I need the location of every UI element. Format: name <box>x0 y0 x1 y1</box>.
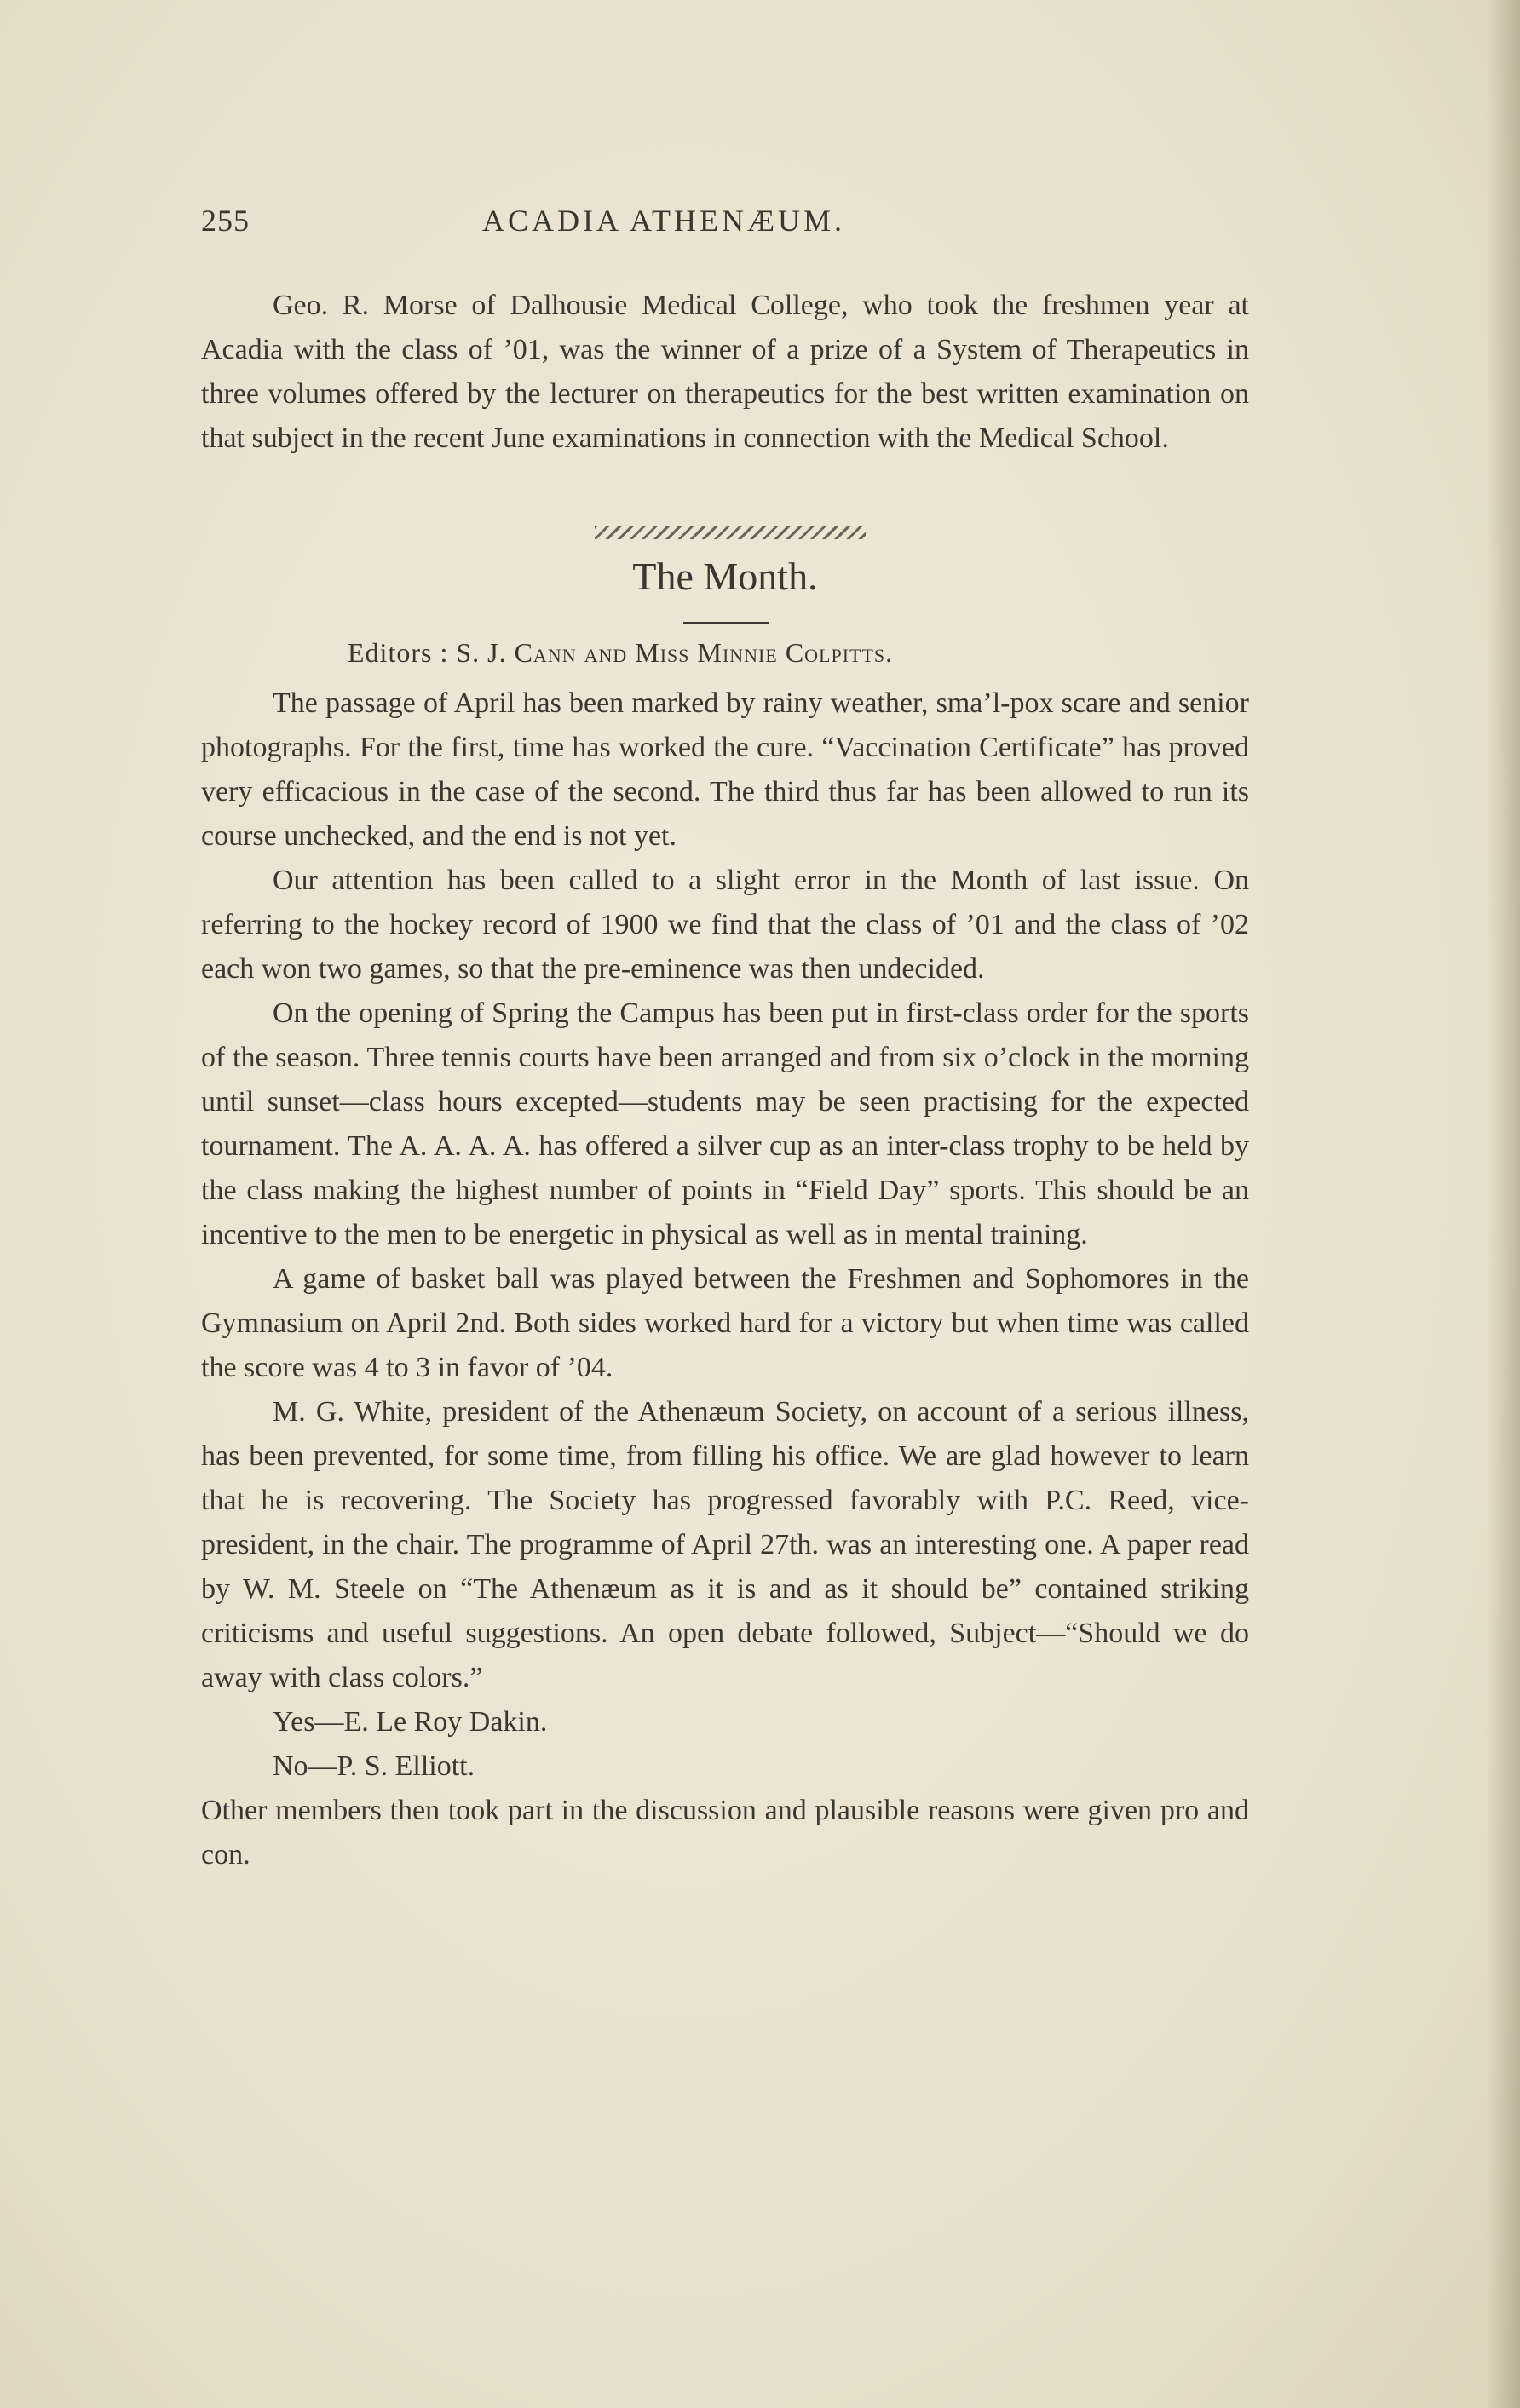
paragraph-basketball: A game of basket ball was played between the Freshmen and Sophomores in the Gymnasium on April 2nd. Both sides worked hard for a victory but when time was called the score was 4 to 3 in favor of ’04. <box>201 1263 1249 1383</box>
debate-yes: Yes—E. Le Roy Dakin. <box>273 1706 548 1738</box>
title-rule <box>683 622 769 624</box>
intro-paragraph: Geo. R. Morse of Dalhousie Medical College, who took the freshmen year at Acadia with the class of ’01, was the winner of a prize of a System of Therapeutics in three volumes offered by the lecturer on therapeutics for the best written examination on that subject in the recent June examinations in connection with the Medical School. <box>201 290 1249 454</box>
paragraph-correction: Our attention has been called to a slight error in the Month of last issue. On referring to the hockey record of 1900 we find that the class of ’01 and the class of ’02 each won two games, so that the pre-eminence was then undecided. <box>201 865 1249 985</box>
debate-no: No—P. S. Elliott. <box>273 1750 475 1782</box>
section-body <box>201 681 1249 1877</box>
page-number: 255 <box>201 204 250 238</box>
paragraph-closing: Other members then took part in the discussion and plausible reasons were given pro and con. <box>201 1795 1249 1871</box>
editors-line <box>348 637 893 669</box>
intro-paragraph-block <box>201 284 1249 461</box>
page-header <box>201 203 1249 245</box>
paragraph-society: M. G. White, president of the Athenæum Society, on account of a serious illness, has been prevented, for some time, from filling his office. We are glad however to learn that he is recovering. The Society has progressed favorably with P.C. Reed, vice-president, in the chair. The programme of April 27th. was an interesting one. A paper read by W. M. Steele on “The Athenæum as it is and as it should be” contained striking criticisms and useful suggestions. An open debate followed, Subject—“Should we do away with class colors.” <box>201 1396 1249 1693</box>
page-edge-shadow <box>1486 0 1520 2408</box>
editors-names: S. J. Cann and Miss Minnie Colpitts. <box>456 637 894 668</box>
editors-label: Editors : <box>348 637 449 668</box>
ornamental-divider <box>595 526 866 539</box>
paragraph-weather: The passage of April has been marked by rainy weather, sma’l-pox scare and senior photographs. For the first, time has worked the cure. “Vaccination Certificate” has proved very efficacious in the case of the second. The third thus far has been allowed to run its course unchecked, and the end is not yet. <box>201 687 1249 852</box>
section-title: The Month. <box>632 555 818 598</box>
paragraph-spring-sports: On the opening of Spring the Campus has been put in first-class order for the sports of the season. Three tennis courts have been arranged and from six o’clock in the morning until sunset—class hours excepted—students may be seen practising for the expected tournament. The A. A. A. A. has offered a silver cup as an inter-class trophy to be held by the class making the highest number of points in “Field Day” sports. This should be an incentive to the men to be energetic in physical as well as in mental training. <box>201 997 1249 1250</box>
running-title: ACADIA ATHENÆUM. <box>482 204 846 238</box>
